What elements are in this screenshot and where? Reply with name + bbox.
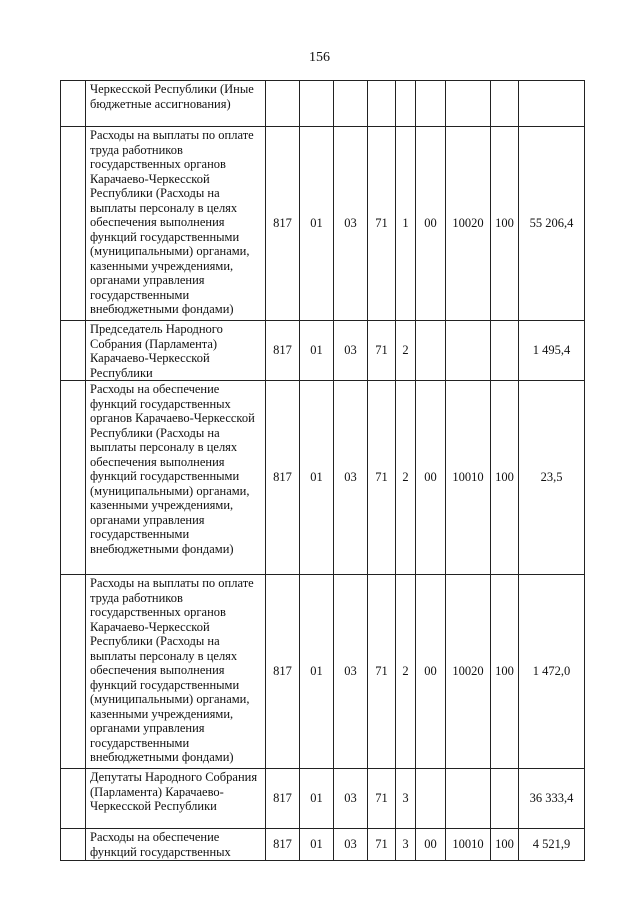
code-cell: 03 [334,829,368,861]
code-cell: 817 [266,575,300,769]
row-name-cell [86,381,266,575]
code-cell: 00 [416,575,446,769]
sum-cell: 55 206,4 [519,127,585,321]
row-name: Черкесской Республики (Иные бюджетные ассигнования) [90,82,254,111]
code-cell [491,81,519,127]
row-name-cell [86,81,266,127]
code-cell: 817 [266,381,300,575]
code-cell: 00 [416,127,446,321]
row-name-cell [86,321,266,381]
code-cell: 03 [334,321,368,381]
code-cell: 2 [396,381,416,575]
code-cell: 71 [368,769,396,829]
sum-cell [519,81,585,127]
code-cell: 01 [300,381,334,575]
row-name: Расходы на выплаты по оплате труда работников государственных органов Карачаево-Черкесской Республики (Расходы на выплаты персоналу в целях обеспечения выполнения функций государственными (муниципальными) органами, казенными учреждениями, органами управления государственными внебюджетными фондами) [90,576,254,764]
code-cell: 01 [300,127,334,321]
sum-cell: 1 495,4 [519,321,585,381]
code-cell [446,321,491,381]
code-cell: 100 [491,127,519,321]
row-number-cell [61,769,86,829]
code-cell: 10010 [446,381,491,575]
code-cell: 817 [266,321,300,381]
row-name-cell [86,575,266,769]
table-row [61,769,585,829]
table-row [61,829,585,861]
row-number-cell [61,127,86,321]
row-number-cell [61,81,86,127]
code-cell: 3 [396,829,416,861]
code-cell: 71 [368,127,396,321]
table-row [61,127,585,321]
code-cell: 71 [368,829,396,861]
code-cell [446,81,491,127]
code-cell [416,769,446,829]
code-cell: 00 [416,381,446,575]
code-cell: 03 [334,127,368,321]
code-cell: 2 [396,321,416,381]
code-cell [491,321,519,381]
code-cell [368,81,396,127]
code-cell: 01 [300,829,334,861]
table-row [61,575,585,769]
code-cell [416,81,446,127]
code-cell [266,81,300,127]
code-cell [396,81,416,127]
code-cell [334,81,368,127]
code-cell: 01 [300,769,334,829]
code-cell [416,321,446,381]
table-body [61,81,585,861]
code-cell: 71 [368,575,396,769]
row-name: Расходы на выплаты по оплате труда работников государственных органов Карачаево-Черкесской Республики (Расходы на выплаты персоналу в целях обеспечения выполнения функций государственными (муниципальными) органами, казенными учреждениями, органами управления государственными внебюджетными фондами) [90,128,254,316]
code-cell [300,81,334,127]
code-cell: 03 [334,769,368,829]
table-row [61,381,585,575]
code-cell: 00 [416,829,446,861]
row-number-cell [61,321,86,381]
table-row [61,81,585,127]
code-cell: 100 [491,575,519,769]
sum-cell: 4 521,9 [519,829,585,861]
row-name-cell [86,769,266,829]
row-name: Депутаты Народного Собрания (Парламента) Карачаево-Черкесской Республики [90,770,258,813]
row-name-cell [86,829,266,861]
code-cell: 100 [491,829,519,861]
row-name-cell [86,127,266,321]
row-name: Расходы на обеспечение функций государственных [90,830,231,859]
code-cell: 1 [396,127,416,321]
budget-table [60,80,585,861]
code-cell: 71 [368,321,396,381]
row-number-cell [61,829,86,861]
code-cell: 10020 [446,127,491,321]
code-cell: 01 [300,575,334,769]
code-cell: 817 [266,769,300,829]
sum-cell: 36 333,4 [519,769,585,829]
row-number-cell [61,381,86,575]
page-number: 156 [309,50,330,65]
sum-cell: 1 472,0 [519,575,585,769]
code-cell [446,769,491,829]
sum-cell: 23,5 [519,381,585,575]
code-cell: 10020 [446,575,491,769]
code-cell: 817 [266,829,300,861]
code-cell: 2 [396,575,416,769]
code-cell: 71 [368,381,396,575]
row-name: Председатель Народного Собрания (Парламента) Карачаево-Черкесской Республики [90,322,223,380]
code-cell: 817 [266,127,300,321]
code-cell: 3 [396,769,416,829]
row-number-cell [61,575,86,769]
table-row [61,321,585,381]
code-cell: 01 [300,321,334,381]
code-cell: 03 [334,575,368,769]
row-name: Расходы на обеспечение функций государственных органов Карачаево-Черкесской Республики (Расходы на выплаты персоналу в целях обеспечения выполнения функций государственными (муниципальными) органами, казенными учреждениями, органами управления государственными внебюджетными фондами) [90,382,255,556]
code-cell: 03 [334,381,368,575]
code-cell: 10010 [446,829,491,861]
code-cell: 100 [491,381,519,575]
code-cell [491,769,519,829]
